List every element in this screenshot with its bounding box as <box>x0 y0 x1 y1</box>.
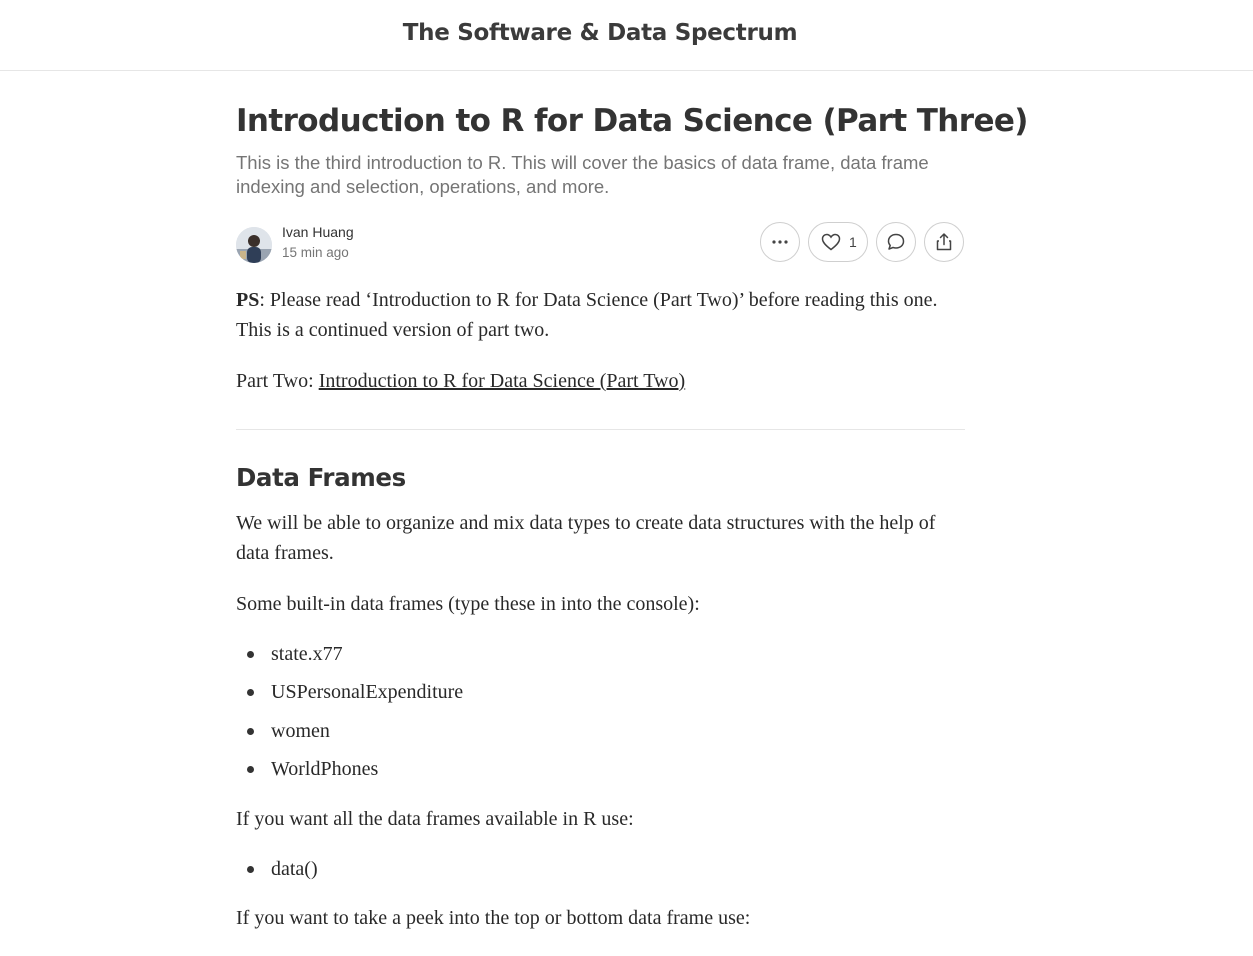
like-button[interactable] <box>808 222 868 262</box>
avatar[interactable] <box>236 227 272 263</box>
comment-icon <box>886 232 906 252</box>
paragraph: If you want all the data frames available in R use: <box>236 808 634 830</box>
byline <box>236 224 966 264</box>
article-title: Introduction to R for Data Science (Part Three) <box>236 103 1028 139</box>
share-button[interactable] <box>924 222 964 262</box>
paragraph: If you want to take a peek into the top or bottom data frame use: <box>236 907 751 929</box>
part-two-label: Part Two: <box>236 370 319 392</box>
list-item-text: data() <box>271 858 318 880</box>
list-item <box>236 716 936 746</box>
share-icon <box>934 232 954 252</box>
part-two-link[interactable]: Introduction to R for Data Science (Part Two) <box>318 370 686 392</box>
article-subtitle: This is the third introduction to R. This will cover the basics of data frame, data frame indexing and selection, operations, and more. <box>236 152 929 197</box>
author-name[interactable]: Ivan Huang <box>282 224 354 240</box>
more-horizontal-icon <box>771 239 789 245</box>
paragraph: We will be able to organize and mix data types to create data structures with the help of data frames. <box>236 512 936 564</box>
more-button[interactable] <box>760 222 800 262</box>
list-item <box>236 677 936 707</box>
like-count: 1 <box>849 234 857 250</box>
list-item <box>236 639 936 669</box>
list-item-text: women <box>271 720 330 742</box>
publication-title[interactable]: The Software & Data Spectrum <box>402 20 798 46</box>
paragraph: Some built-in data frames (type these in into the console): <box>236 593 700 615</box>
comment-button[interactable] <box>876 222 916 262</box>
bullet-dot <box>247 728 254 735</box>
top-bar <box>0 0 1253 71</box>
section-heading: Data Frames <box>236 463 406 492</box>
section-divider <box>236 429 965 430</box>
heart-icon <box>821 233 841 251</box>
bullet-dot <box>247 866 254 873</box>
bullet-dot <box>247 651 254 658</box>
list-item <box>236 854 936 884</box>
list-item-text: WorldPhones <box>271 758 379 780</box>
part-two-paragraph <box>236 366 966 396</box>
list-item-text: state.x77 <box>271 643 343 665</box>
ps-label: PS <box>236 289 260 311</box>
ps-paragraph <box>236 285 966 345</box>
ps-text: : Please read ‘Introduction to R for Data Science (Part Two)’ before reading this one. This is a continued version of part two. <box>236 289 938 341</box>
list-item-text: USPersonalExpenditure <box>271 681 464 703</box>
bullet-dot <box>247 689 254 696</box>
list-item <box>236 754 936 784</box>
bullet-dot <box>247 766 254 773</box>
read-time: 15 min ago <box>282 245 349 260</box>
